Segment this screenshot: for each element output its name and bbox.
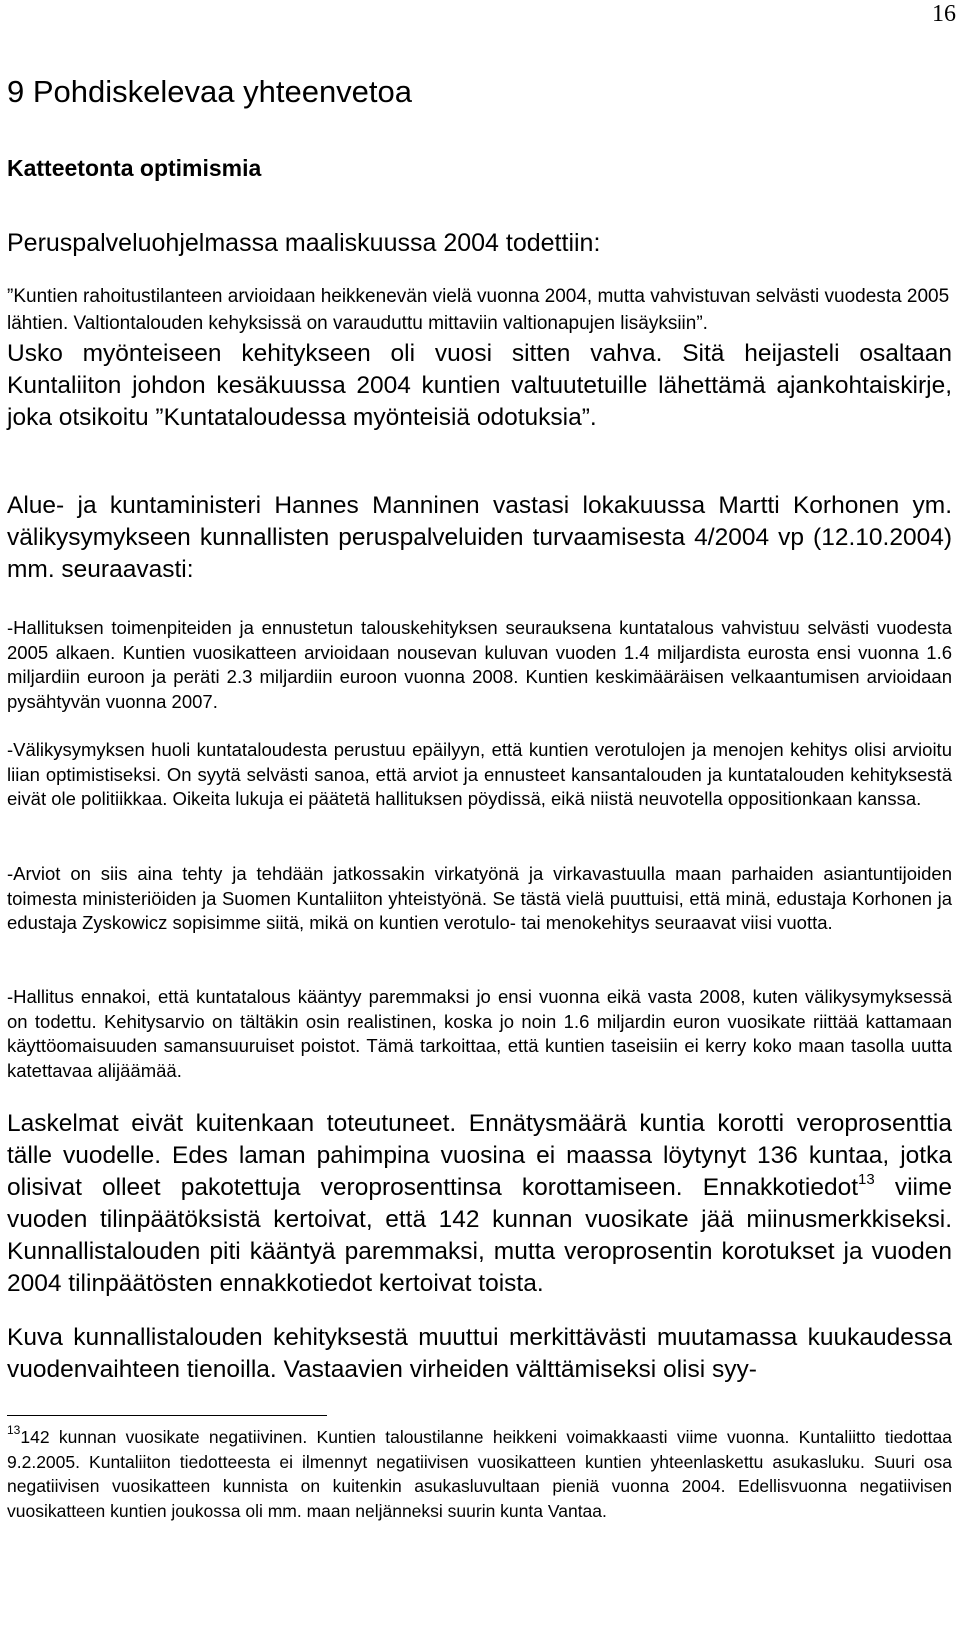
footnote-mark: 13: [7, 1423, 21, 1437]
paragraph-minister-answer: Alue- ja kuntaministeri Hannes Manninen vastasi lokakuussa Martti Korhonen ym. välikysymykseen kunnallisten peruspalveluiden turvaamisesta 4/2004 vp (12.10.2004) mm. seuraavasti:: [7, 492, 952, 583]
page-number: 16: [932, 1, 956, 27]
section-subheading: Katteetonta optimismia: [7, 155, 262, 181]
paragraph-government-forecast: -Hallitus ennakoi, että kuntatalous kääntyy paremmaksi jo ensi vuonna eikä vasta 2008, kuten välikysymyksessä on todettu. Kehitysarvio on tältäkin osin realistinen, koska jo noin 1.6 miljardin euron vuosikate riittää kattamaan käyttöomaisuuden samansuuruiset poistot. Tämä tarkoittaa, että kuntien taseisiin ei kerry koko maan tasolla uutta katettavaa alijäämää.: [7, 986, 952, 1081]
paragraph-interpellation-concern: -Välikysymyksen huoli kuntataloudesta perustuu epäilyyn, että kuntien verotulojen ja menojen kehitys olisi arvioitu liian optimistiseksi. On syytä selvästi sanoa, että arviot ja ennusteet kansantalouden ja kuntatalouden kehityksestä eivät ole politiikkaa. Oikeita lukuja ei päätetä hallituksen pöydissä, eikä niistä neuvotella oppositionkaan kanssa.: [7, 739, 952, 809]
lead-sentence: Peruspalveluohjelmassa maaliskuussa 2004 todettiin:: [7, 229, 601, 257]
paragraph-government-measures: -Hallituksen toimenpiteiden ja ennustetun talouskehityksen seurauksena kuntatalous vahvistuu selvästi vuodesta 2005 alkaen. Kuntien vuosikatteen arvioidaan nousevan kuluvan vuoden 1.4 miljardista eurosta ensi vuonna 1.6 miljardiin euroon ja peräti 2.3 miljardiin euroon vuonna 2008. Kuntien keskimääräisen velkaantumisen arvioidaan pysähtyvän vuonna 2007.: [7, 617, 952, 712]
footnote: [7, 1425, 952, 1523]
footnote-divider: [7, 1415, 327, 1416]
paragraph-estimates: -Arviot on siis aina tehty ja tehdään jatkossakin virkatyönä ja virkavastuulla maan parhaiden asiantuntijoiden toimesta ministeriöiden ja Suomen Kuntaliiton yhteistyönä. Se tästä vielä puuttuisi, että minä, edustaja Korhonen ja edustaja Zyskowicz sopisimme siitä, mikä on kuntien verotulo- tai menokehitys seuraavat viisi vuotta.: [7, 863, 952, 933]
paragraph-calculations-failed: [7, 1108, 952, 1300]
footnote-text: 142 kunnan vuosikate negatiivinen. Kuntien taloustilanne heikkeni voimakkaasti viime vuonna. Kuntaliitto tiedottaa 9.2.2005. Kuntaliiton tiedotteesta ei ilmennyt negatiivisen vuosikatteen kuntien yhteenlaskettu asukasluku. Suuri osa negatiivisen vuosikatteen kunnista on kuitenkin asukasluvultaan pieniä vuonna 2004. Edellisvuonna negatiivisen vuosikatteen kuntien joukossa oli mm. maan neljänneksi suurin kunta Vantaa.: [7, 1427, 952, 1521]
quoted-passage: ”Kuntien rahoitustilanteen arvioidaan heikkenevän vielä vuonna 2004, mutta vahvistuvan selvästi vuodesta 2005 lähtien. Valtiontalouden kehyksissä on varauduttu mittaviin valtionapujen lisäyksiin”.: [7, 286, 950, 334]
section-heading: 9 Pohdiskelevaa yhteenvetoa: [7, 74, 413, 109]
paragraph-optimism: Usko myönteiseen kehitykseen oli vuosi sitten vahva. Sitä heijasteli osaltaan Kuntaliiton johdon kesäkuussa 2004 kuntien valtuutetuille lähettämä ajankohtaiskirje, joka otsikoitu ”Kuntataloudessa myönteisiä odotuksia”.: [7, 340, 952, 431]
paragraph-text-part: viime vuoden tilinpäätöksistä kertoivat, että 142 kunnan vuosikate jää miinusmerkkiseksi. Kunnallistalouden piti kääntyä paremmaksi, mutta veroprosentin korotukset ja vuoden 2004 tilinpäätösten ennakkotiedot kertoivat toista.: [7, 1174, 952, 1297]
footnote-reference[interactable]: 13: [858, 1171, 875, 1188]
paragraph-text-part: Laskelmat eivät kuitenkaan toteutuneet. Ennätysmäärä kuntia korotti veroprosenttia tälle vuodelle. Edes laman pahimpina vuosina ei maassa löytynyt 136 kuntaa, jotka olisivat olleet pakotettuja veroprosenttinsa korottamiseen. Ennakkotiedot: [7, 1110, 952, 1201]
paragraph-picture-changed: Kuva kunnallistalouden kehityksestä muuttui merkittävästi muutamassa kuukaudessa vuodenvaihteen tienoilla. Vastaavien virheiden välttämiseksi olisi syy-: [7, 1324, 952, 1383]
